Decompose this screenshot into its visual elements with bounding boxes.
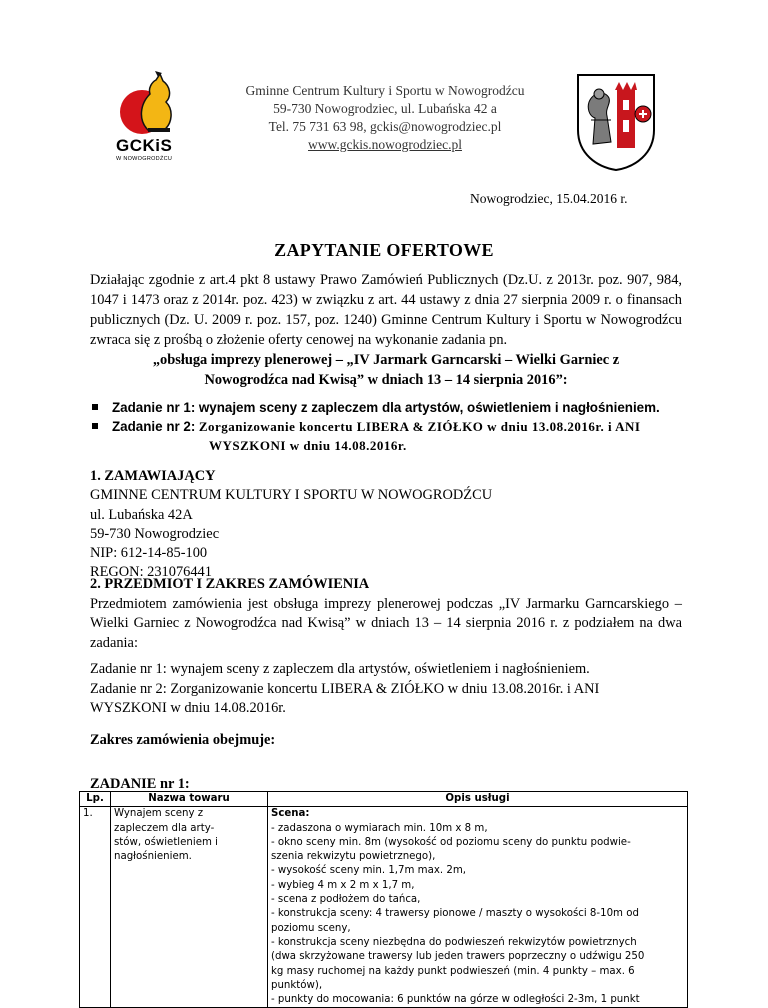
- description-line: kg masy ruchomej na każdy punkt podwieszeń (min. 4 punkty – max. 6: [271, 965, 635, 977]
- section-contracting-party: [90, 467, 492, 583]
- org-address: 59-730 Nowogrodziec, ul. Lubańska 42 a: [273, 101, 497, 116]
- description-heading: Scena:: [271, 808, 310, 820]
- coat-of-arms: [575, 72, 657, 172]
- task-label: Zadanie nr 2:: [112, 419, 196, 434]
- scope-heading: Zakres zamówienia obejmuje:: [90, 732, 276, 748]
- subject-paragraph: Przedmiotem zamówienia jest obsługa imprezy plenerowej podczas „IV Jarmarku Garncarskiego – Wielki Garniec z Nowogrodźca nad Kwisą” w dniach 13 – 14 sierpnia 2016 r. z podziałem na dwa zadania:: [90, 595, 682, 651]
- list-item: [92, 418, 687, 455]
- party-regon: REGON: 231076441: [90, 564, 212, 581]
- event-name-line1: „obsługa imprezy plenerowej – „IV Jarmark Garncarski – Wielki Garniec z: [152, 352, 620, 368]
- task-description: Zorganizowanie koncertu LIBERA & ZIÓŁKO w dniu 13.08.2016r. i ANI: [198, 419, 641, 434]
- description-line: - scena z podłożem do tańca,: [271, 894, 421, 906]
- coat-of-arms-graphic: [575, 72, 657, 172]
- description-line: - wybieg 4 m x 2 m x 1,7 m,: [271, 879, 415, 891]
- party-city: 59-730 Nowogrodziec: [90, 525, 220, 542]
- description-line: - punkty do mocowania: 6 punktów na górze w odległości 2-3m, 1 punkt: [271, 994, 640, 1006]
- task-heading: ZADANIE nr 1:: [90, 776, 190, 792]
- subject-task-1: Zadanie nr 1: wynajem sceny z zapleczem dla artystów, oświetleniem i nagłośnieniem.: [90, 661, 590, 677]
- org-name: Gminne Centrum Kultury i Sportu w Nowogrodźcu: [245, 83, 525, 98]
- cell-description: [268, 807, 688, 1008]
- letterhead: [200, 82, 570, 154]
- org-contact: Tel. 75 731 63 98, gckis@nowogrodziec.pl: [268, 119, 502, 134]
- intro-paragraph: Działając zgodnie z art.4 pkt 8 ustawy Prawo Zamówień Publicznych (Dz.U. z 2013r. poz. 907, 984, 1047 i 1473 oraz z 2014r. poz. 423) w związku z art. 44 ustawy z dnia 27 sierpnia 2009 r. o finansach publicznych (Dz. U. 2009 r. poz. 157, poz. 1240) Gminne Centrum Kultury i Sportu w Nowogrodźcu zwraca się z prośbą o złożenie oferty cenowej na wykonanie zadania pn.: [90, 272, 682, 348]
- gckis-logo: [108, 68, 198, 168]
- cell-lp: 1.: [80, 807, 111, 1008]
- column-header-lp: Lp.: [80, 792, 111, 807]
- logo-text: GCKiS: [116, 136, 173, 155]
- task-label: Zadanie nr 1:: [112, 400, 196, 415]
- description-line: - okno sceny min. 8m (wysokość od poziomu sceny do punktu podwie-: [271, 836, 631, 848]
- name-line: zapleczem dla arty-: [114, 822, 215, 834]
- party-name: GMINNE CENTRUM KULTURY I SPORTU W NOWOGRODŹCU: [90, 487, 493, 504]
- description-line: - zadaszona o wymiarach min. 10m x 8 m,: [271, 822, 488, 834]
- description-line: punktów),: [271, 979, 323, 991]
- subject-task-2-cont: WYSZKONI w dniu 14.08.2016r.: [90, 700, 286, 716]
- description-line: szenia rekwizytu powietrznego),: [271, 851, 436, 863]
- table-row: [80, 807, 688, 1008]
- list-item: [92, 399, 687, 418]
- document-date: Nowogrodziec, 15.04.2016 r.: [470, 191, 628, 206]
- table-header-row: [80, 792, 688, 807]
- section-heading: 2. PRZEDMIOT I ZAKRES ZAMÓWIENIA: [90, 576, 370, 592]
- description-line: (dwa skrzyżowane trawersy lub jeden trawers poprzeczny o udźwigu 250: [271, 951, 645, 963]
- document-title: ZAPYTANIE OFERTOWE: [274, 240, 494, 260]
- logo-subtext: W NOWOGRODŹCU: [116, 156, 173, 162]
- bullet-icon: [92, 404, 98, 410]
- bullet-icon: [92, 423, 98, 429]
- event-name: [90, 350, 682, 390]
- description-line: - konstrukcja sceny: 4 trawersy pionowe / maszty o wysokości 8-10m od: [271, 908, 639, 920]
- subject-tasks: [90, 660, 682, 719]
- cell-name: [111, 807, 268, 1008]
- task-description-cont: WYSZKONI w dniu 14.08.2016r.: [209, 438, 407, 453]
- website-link[interactable]: www.gckis.nowogrodziec.pl: [308, 137, 462, 152]
- name-line: stów, oświetleniem i: [114, 836, 218, 848]
- service-table: [79, 791, 688, 1008]
- column-header-name: Nazwa towaru: [111, 792, 268, 807]
- task-list: [92, 399, 687, 455]
- party-nip: NIP: 612-14-85-100: [90, 545, 208, 562]
- section-subject: [90, 575, 682, 653]
- description-line: poziomu sceny,: [271, 922, 351, 934]
- column-header-desc: Opis usługi: [268, 792, 688, 807]
- name-line: nagłośnieniem.: [114, 851, 192, 863]
- event-name-line2: Nowogrodźca nad Kwisą” w dniach 13 – 14 sierpnia 2016”:: [204, 372, 568, 388]
- name-line: Wynajem sceny z: [114, 808, 204, 820]
- subject-task-2: Zadanie nr 2: Zorganizowanie koncertu LIBERA & ZIÓŁKO w dniu 13.08.2016r. i ANI: [90, 680, 600, 697]
- section-heading: 1. ZAMAWIAJĄCY: [90, 468, 216, 484]
- task-description: wynajem sceny z zapleczem dla artystów, oświetleniem i nagłośnieniem.: [198, 400, 660, 415]
- party-street: ul. Lubańska 42A: [90, 506, 193, 523]
- description-line: - konstrukcja sceny niezbędna do podwieszeń rekwizytów powietrznych: [271, 936, 637, 948]
- description-line: - wysokość sceny min. 1,7m max. 2m,: [271, 865, 466, 877]
